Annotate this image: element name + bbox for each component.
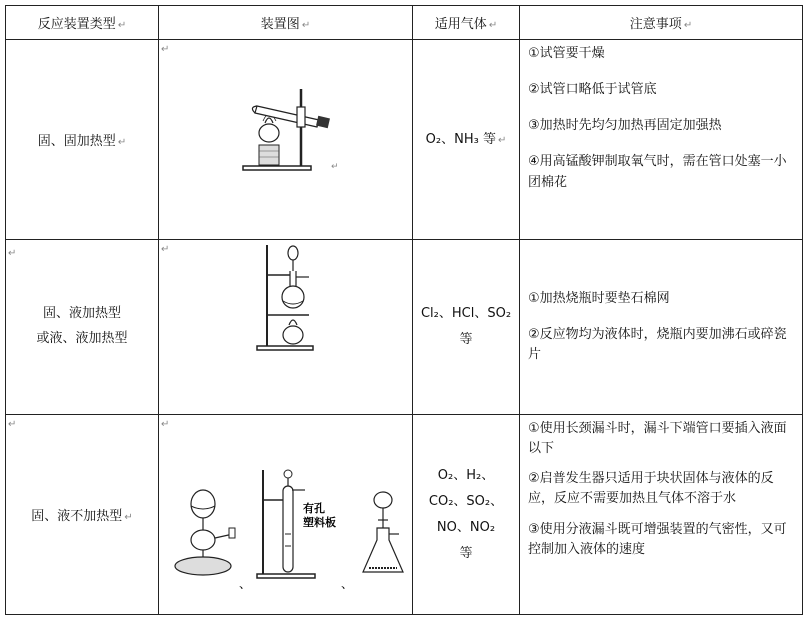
note-item: ③使用分液漏斗既可增强装置的气密性，又可控制加入液体的速度: [528, 521, 787, 557]
type-label: 固、液不加热型: [31, 509, 123, 524]
gases-text-2: 等: [459, 332, 473, 347]
note-item: ②试管口略低于试管底: [528, 82, 657, 98]
gases-text: O₂、H₂、: [437, 467, 495, 483]
gases-text-2: CO₂、SO₂、: [428, 493, 504, 509]
separator: 、: [239, 576, 252, 591]
conical-flask-icon: [363, 492, 403, 572]
note-item: ④用高锰酸钾制取氧气时，需在管口处塞一小团棉花: [528, 154, 787, 190]
type-cell: 固、固加热型 ↵: [6, 40, 159, 240]
note-item: ②启普发生器只适用于块状固体与液体的反应，反应不需要加热且气体不溶于水: [528, 471, 774, 507]
gases-cell: O₂、NH₃ 等 ↵: [413, 40, 520, 240]
solid-liquid-heating-apparatus-diagram: [159, 241, 411, 414]
gases-text-4: 等: [459, 545, 473, 561]
type-label-2: 或液、液加热型: [36, 331, 128, 346]
gas-apparatus-table: [5, 5, 803, 615]
table-row: [6, 40, 803, 240]
diagram-cell: ↵: [159, 240, 413, 415]
table-wrapper: [5, 5, 803, 615]
note-item: ③加热时先均匀加热再固定加强热: [528, 118, 722, 134]
header-gases: 适用气体 ↵: [413, 6, 520, 40]
type-cell: 固、液加热型 或液、液加热型 ↵: [6, 240, 159, 415]
solid-heating-apparatus-diagram: [159, 41, 411, 239]
gases-text-3: NO、NO₂: [436, 519, 496, 535]
diagram-cell: ↵ ↵: [159, 40, 413, 240]
svg-text:↵: ↵: [331, 161, 339, 172]
type-label: 固、液加热型: [42, 306, 121, 322]
table-row: [6, 240, 803, 415]
perforated-plate-label: 有孔: [303, 501, 325, 515]
table-row: [6, 415, 803, 615]
diagram-cell: 有孔 塑料板 、 、 ↵: [159, 415, 413, 615]
kipp-generator-icon: [175, 490, 235, 575]
note-item: ①加热烧瓶时要垫石棉网: [528, 290, 670, 306]
gases-text: Cl₂、HCl、SO₂: [420, 306, 512, 321]
note-item: ②反应物均为液体时，烧瓶内要加沸石或碎瓷片: [528, 326, 787, 363]
notes-cell: [520, 240, 803, 415]
type-cell: 固、液不加热型 ↵ ↵: [6, 415, 159, 615]
notes-cell: [520, 415, 803, 615]
gases-text: O₂、NH₃ 等: [425, 131, 496, 147]
header-type: 反应装置类型 ↵: [6, 6, 159, 40]
gases-cell: [413, 240, 520, 415]
note-item: ①试管要干燥: [528, 46, 605, 61]
type-label: 固、固加热型: [37, 134, 116, 149]
header-diagram: 装置图 ↵: [159, 6, 413, 40]
solid-liquid-no-heating-apparatus-diagram: [159, 416, 411, 614]
note-item: ①使用长颈漏斗时，漏斗下端管口要插入液面以下: [528, 421, 787, 457]
perforated-plate-label-2: 塑料板: [303, 515, 336, 529]
gases-cell: [413, 415, 520, 615]
header-notes: 注意事项 ↵: [520, 6, 803, 40]
header-row: [6, 6, 803, 40]
notes-cell: [520, 40, 803, 240]
separator-2: 、: [341, 576, 354, 591]
